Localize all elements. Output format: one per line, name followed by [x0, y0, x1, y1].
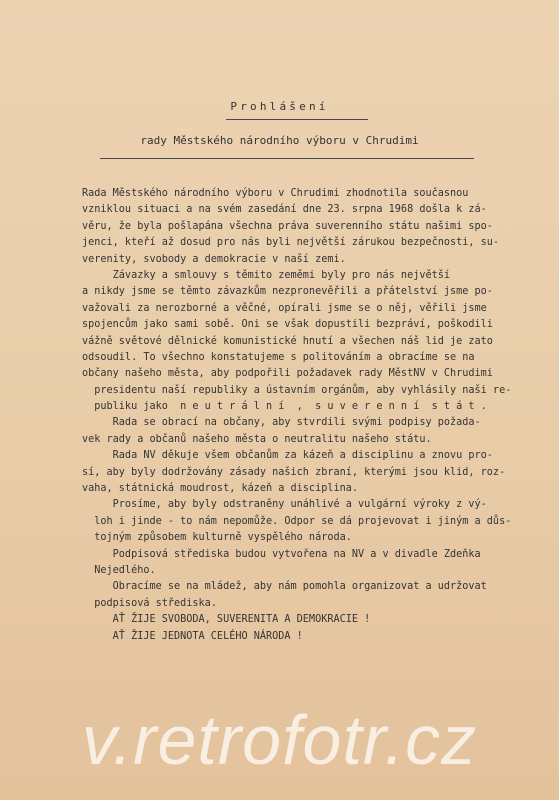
body-line: vzniklou situaci a na svém zasedání dne 23. srpna 1968 došla k zá-	[82, 204, 487, 216]
body-line: Prosíme, aby byly odstraněny unáhlivé a vulgární výroky z vý-	[82, 499, 487, 511]
body-line: loh i jinde - to nám nepomůže. Odpor se dá projevovat i jiným a důs-	[82, 515, 512, 527]
document-subtitle: rady Městského národního výboru v Chrudimi	[140, 134, 419, 147]
body-line: publiku jako n e u t r á l n í , s u v e r e n n í s t á t .	[82, 401, 487, 413]
body-line: jenci, kteří až dosud pro nás byli největší zárukou bezpečnosti, su-	[82, 237, 500, 249]
body-line: tojným způsobem kulturně vyspělého národa.	[82, 532, 352, 544]
body-line: Rada NV děkuje všem občanům za kázeň a disciplinu a znovu pro-	[82, 450, 493, 462]
body-line: spojencům jako sami sobě. Oni se však dopustili bezpráví, poškodili	[82, 319, 493, 331]
body-line: presidentu naší republiky a ústavním orgánům, aby vyhlásily naši re-	[82, 384, 512, 396]
body-line: Závazky a smlouvy s těmito zeměmi byly pro nás největší	[82, 269, 451, 281]
body-line: věru, že byla pošlapána všechna práva suverenního státu našimi spo-	[82, 220, 493, 232]
body-line: AŤ ŽIJE SVOBODA, SUVERENITA A DEMOKRACIE !	[82, 614, 371, 626]
body-line: Rada se obrací na občany, aby stvrdili svými podpisy požada-	[82, 417, 481, 429]
body-line: vaha, státnická moudrost, kázeň a disciplina.	[82, 483, 359, 495]
document-title: Prohlášení	[230, 100, 329, 113]
watermark: v.retrofotr.cz	[81, 701, 478, 779]
body-line: vek rady a občanů našeho města o neutralitu našeho státu.	[82, 433, 432, 445]
body-line: odsoudil. To všechno konstatujeme s politováním a obracíme se na	[82, 351, 475, 363]
body-line: važovali za nerozborné a věčné, opírali jsme se o něj, věřili jsme	[82, 302, 487, 314]
body-line: Rada Městského národního výboru v Chrudimi zhodnotila současnou	[82, 188, 469, 199]
body-line: podpisová střediska.	[82, 597, 217, 609]
body-line: občany našeho města, aby podpořili požadavek rady MěstNV v Chrudimi	[82, 368, 493, 380]
body-line: sí, aby byly dodržovány zásady našich zbraní, kterými jsou klid, roz-	[82, 466, 506, 478]
document-body	[82, 186, 544, 645]
body-line: vážně světové dělnické komunistické hnutí a všechen náš lid je zato	[82, 335, 493, 347]
title-underline	[226, 119, 368, 120]
body-line: Obracíme se na mládež, aby nám pomohla organizovat a udržovat	[82, 581, 487, 593]
subtitle-underline	[100, 158, 474, 159]
body-line: Nejedlého.	[82, 564, 156, 576]
body-line: AŤ ŽIJE JEDNOTA CELÉHO NÁRODA !	[82, 630, 303, 642]
body-line: Podpisová střediska budou vytvořena na NV a v divadle Zdeňka	[82, 548, 481, 560]
body-line: a nikdy jsme se těmto závazkům nezpronevěřili a přátelství jsme po-	[82, 286, 493, 298]
body-line: verenity, svobody a demokracie v naší zemi.	[82, 253, 346, 265]
